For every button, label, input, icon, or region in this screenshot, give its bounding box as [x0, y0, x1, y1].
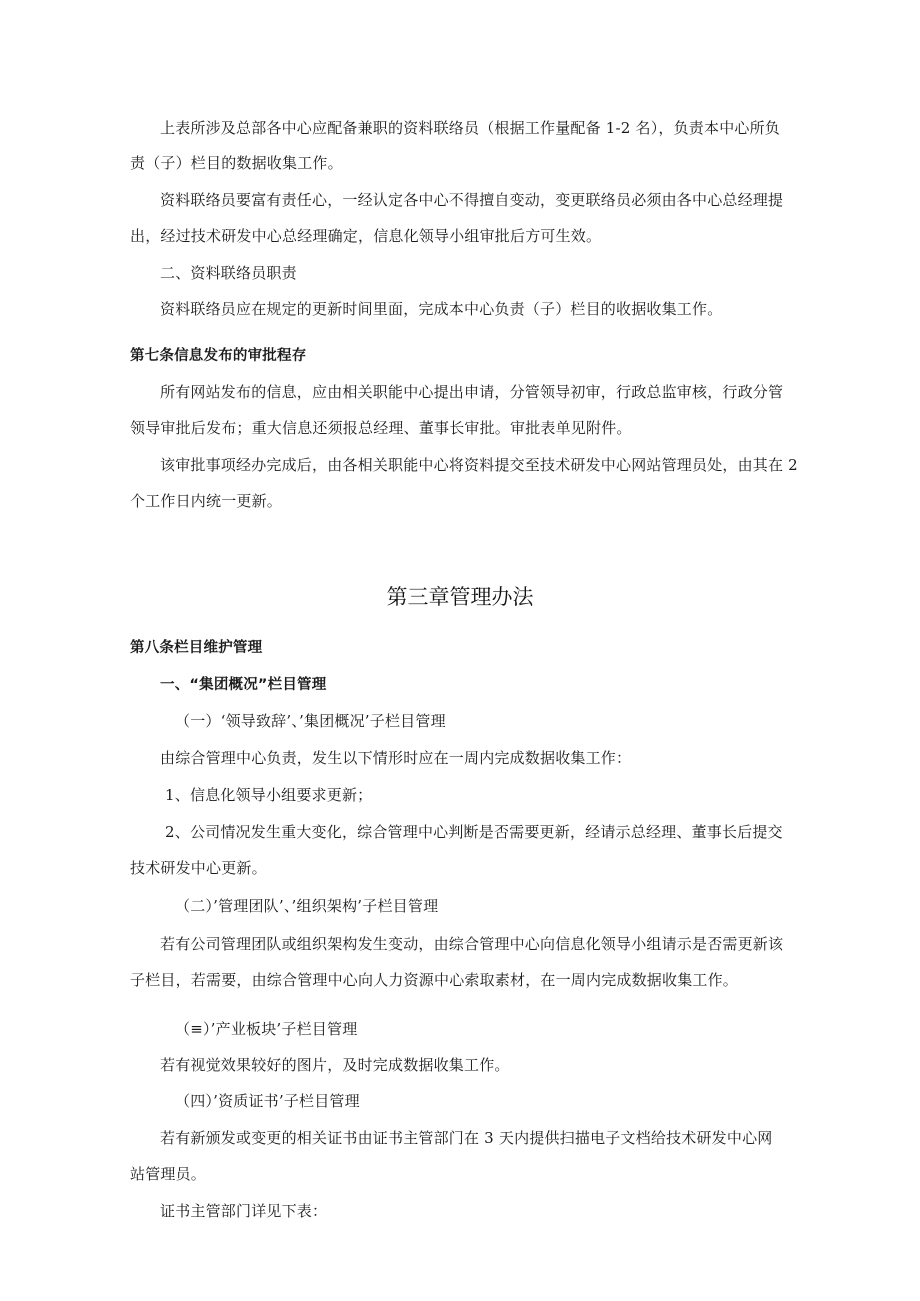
paragraph-line: 若有公司管理团队或组织架构发生变动，由综合管理中心向信息化领导小组请示是否需更新该	[160, 935, 784, 953]
paragraph-line: 子栏目，若需要，由综合管理中心向人力资源中心索取素材，在一周内完成数据收集工作。	[130, 971, 739, 989]
paragraph-line: 出，经过技术研发中心总经理确定，信息化领导小组审批后方可生效。	[130, 227, 602, 245]
list-item: 2、公司情况发生重大变化，综合管理中心判断是否需要更新，经请示总经理、董事长后提交	[165, 823, 783, 841]
paragraph-line: 站管理员。	[130, 1165, 207, 1183]
item-heading: （一）‘领导致辞’、’集团概况’子栏目管理	[175, 712, 446, 730]
paragraph-line: 所有网站发布的信息，应由相关职能中心提出申请，分管领导初审，行政总监审核，行政分管	[160, 383, 784, 401]
chapter-title: 第三章管理办法	[386, 585, 534, 609]
list-item: 1、信息化领导小组要求更新；	[165, 786, 373, 804]
paragraph-line: 责（子）栏目的数据收集工作。	[130, 154, 343, 172]
paragraph-line: 技术研发中心更新。	[130, 859, 267, 877]
paragraph-line: 资料联络员应在规定的更新时间里面，完成本中心负责（子）栏目的收据收集工作。	[160, 300, 723, 318]
paragraph-line: 该审批事项经办完成后，由各相关职能中心将资料提交至技术研发中心网站管理员处，由其在 2	[160, 456, 798, 474]
paragraph-line: 上表所涉及总部各中心应配备兼职的资料联络员（根据工作量配备 1-2 名），负责本中心所负	[160, 119, 780, 137]
section-heading: 二、资料联络员职责	[160, 264, 297, 282]
article-heading: 第七条信息发布的审批程存	[130, 348, 307, 364]
item-heading: （≡）’产业板块’子栏目管理	[175, 1020, 358, 1038]
paragraph-line: 个工作日内统一更新。	[130, 492, 283, 510]
item-heading: （二）’管理团队’、’组织架构’子栏目管理	[175, 897, 439, 915]
paragraph-line: 若有视觉效果较好的图片，及时完成数据收集工作。	[160, 1056, 510, 1074]
paragraph-line: 资料联络员要富有责任心，一经认定各中心不得擅自变动，变更联络员必须由各中心总经理提	[160, 191, 784, 209]
paragraph-line: 证书主管部门详见下表：	[160, 1202, 328, 1220]
paragraph-line: 若有新颁发或变更的相关证书由证书主管部门在 3 天内提供扫描电子文档给技术研发中心网	[160, 1129, 773, 1147]
subsection-heading: 一、“集团概况”栏目管理	[160, 677, 327, 693]
article-heading: 第八条栏目维护管理	[130, 640, 263, 656]
item-heading: （四）’资质证书’子栏目管理	[175, 1092, 360, 1110]
paragraph-line: 领导审批后发布；重大信息还须报总经理、董事长审批。审批表单见附件。	[130, 419, 632, 437]
paragraph-line: 由综合管理中心负责，发生以下情形时应在一周内完成数据收集工作：	[160, 749, 632, 767]
